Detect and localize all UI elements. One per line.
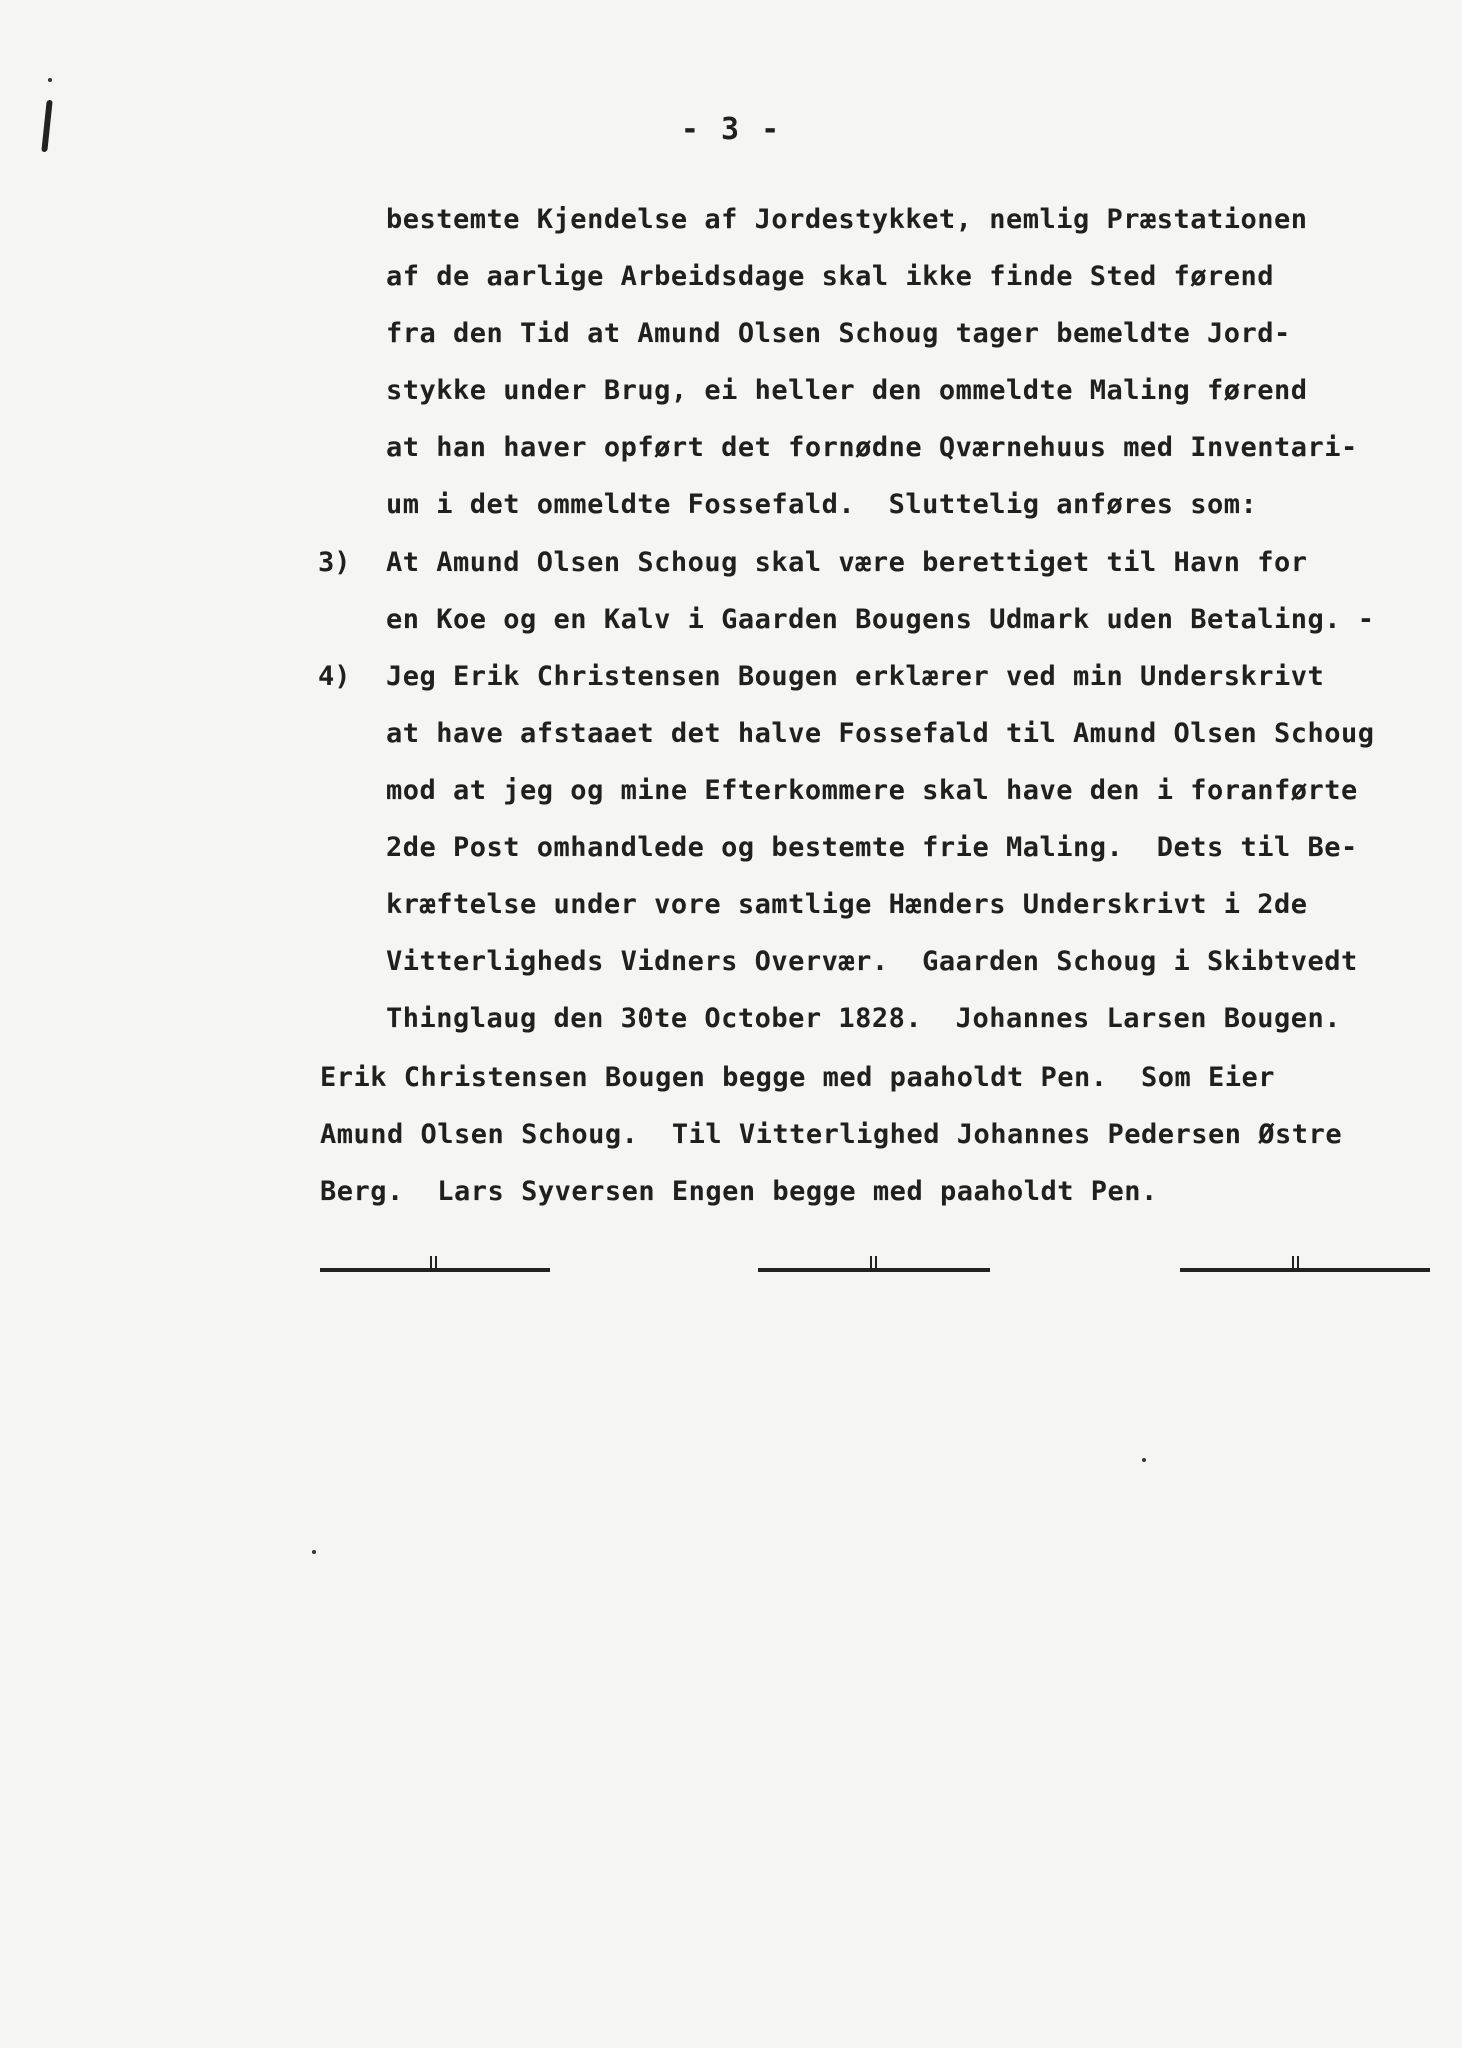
item-line: Thinglaug den 30te October 1828. Johannes Larsen Bougen.	[386, 1003, 1342, 1034]
item-line: en Koe og en Kalv i Gaarden Bougens Udmark uden Betaling. -	[386, 604, 1375, 635]
ditto-mark	[1292, 1256, 1294, 1268]
item-line: Jeg Erik Christensen Bougen erklærer ved min Underskrivt	[386, 661, 1325, 692]
ditto-mark	[435, 1256, 437, 1268]
ditto-mark	[1297, 1256, 1299, 1268]
item-line: 2de Post omhandlede og bestemte frie Maling. Dets til Be-	[386, 832, 1358, 863]
body-line: um i det ommeldte Fossefald. Sluttelig anføres som:	[386, 489, 1258, 520]
page-number: - 3 -	[680, 112, 782, 147]
closing-line: Erik Christensen Bougen begge med paaholdt Pen. Som Eier	[320, 1062, 1276, 1093]
body-line: at han haver opført det fornødne Qværnehuus med Inventari-	[386, 432, 1358, 463]
item-line: mod at jeg og mine Efterkommere skal have den i foranførte	[386, 775, 1358, 806]
ink-speck	[1142, 1458, 1146, 1462]
body-line: af de aarlige Arbeidsdage skal ikke finde Sted førend	[386, 261, 1275, 292]
closing-line: Berg. Lars Syversen Engen begge med paaholdt Pen.	[320, 1176, 1158, 1207]
ditto-mark	[430, 1256, 432, 1268]
body-line: stykke under Brug, ei heller den ommeldte Maling førend	[386, 375, 1308, 406]
closing-line: Amund Olsen Schoug. Til Vitterlighed Johannes Pedersen Østre	[320, 1119, 1343, 1150]
body-line: bestemte Kjendelse af Jordestykket, nemlig Præstationen	[386, 204, 1308, 235]
separator-rule	[758, 1268, 990, 1272]
ditto-mark	[875, 1256, 877, 1268]
body-line: fra den Tid at Amund Olsen Schoug tager bemeldte Jord-	[386, 318, 1291, 349]
item-number: 4)	[318, 661, 351, 692]
item-line: Vitterligheds Vidners Overvær. Gaarden Schoug i Skibtvedt	[386, 946, 1358, 977]
separator-rule	[320, 1268, 550, 1272]
separator-rule	[1180, 1268, 1430, 1272]
item-number: 3)	[318, 547, 351, 578]
ink-speck	[48, 78, 52, 82]
item-line: at have afstaaet det halve Fossefald til Amund Olsen Schoug	[386, 718, 1375, 749]
item-line: kræftelse under vore samtlige Hænders Underskrivt i 2de	[386, 889, 1308, 920]
ink-speck	[312, 1550, 316, 1554]
ditto-mark	[870, 1256, 872, 1268]
item-line: At Amund Olsen Schoug skal være berettiget til Havn for	[386, 547, 1308, 578]
